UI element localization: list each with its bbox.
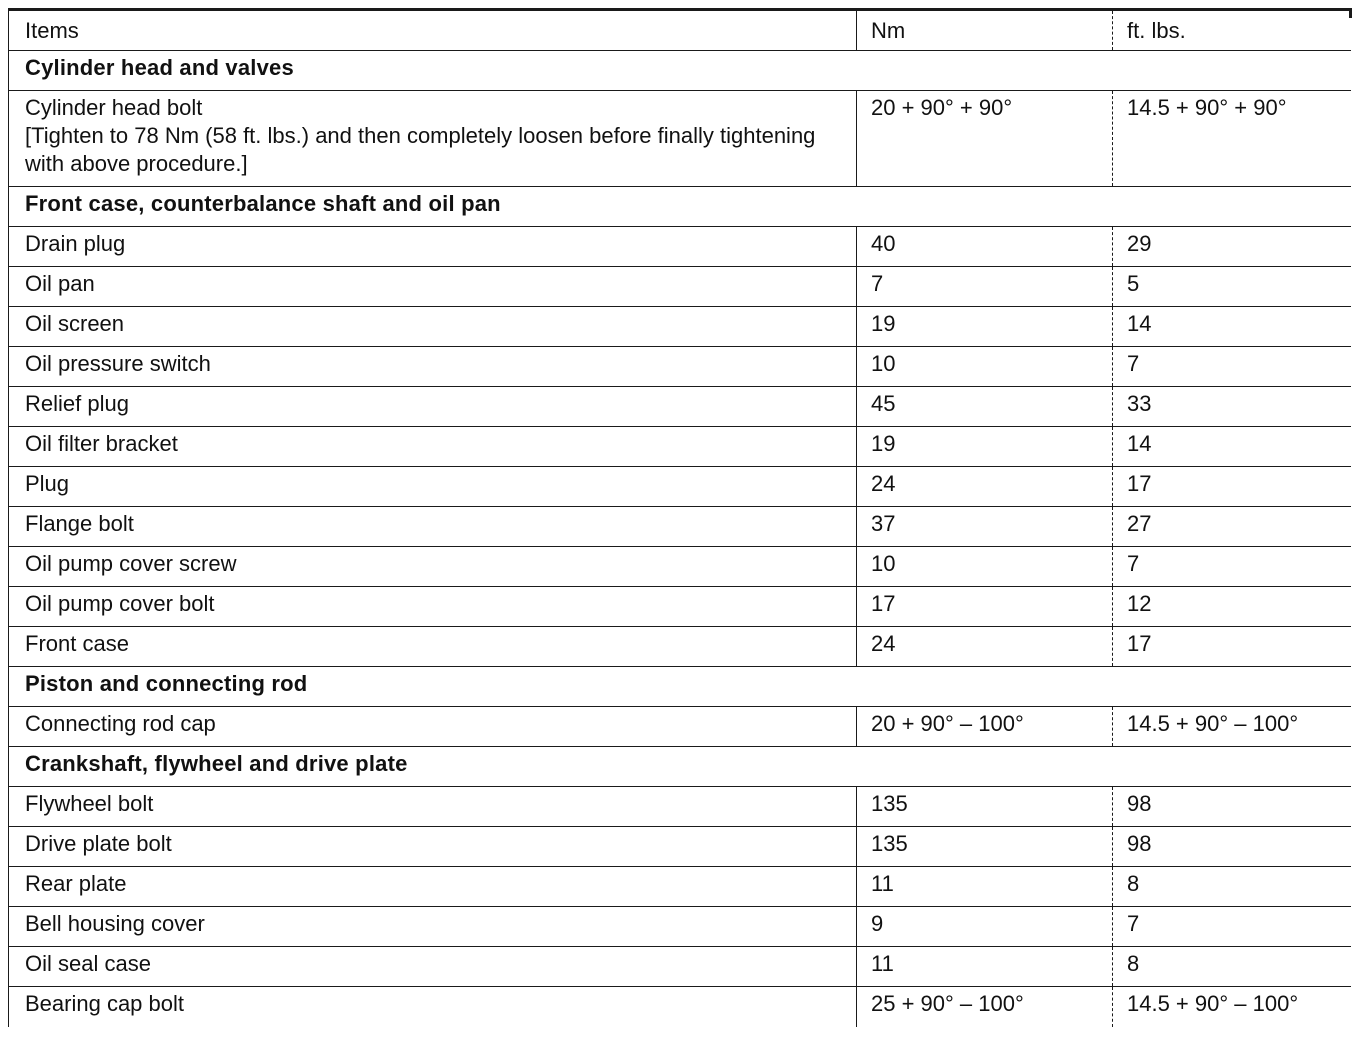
item-cell: Front case xyxy=(9,627,857,667)
section-row xyxy=(9,667,1351,707)
ftlbs-cell: 14 xyxy=(1113,427,1351,467)
section-title: Crankshaft, flywheel and drive plate xyxy=(9,747,1351,787)
item-cell: Oil seal case xyxy=(9,947,857,987)
torque-table xyxy=(8,10,1351,1027)
ftlbs-cell: 98 xyxy=(1113,827,1351,867)
nm-cell: 45 xyxy=(857,387,1113,427)
item-cell: Flywheel bolt xyxy=(9,787,857,827)
item-cell: Plug xyxy=(9,467,857,507)
nm-cell: 19 xyxy=(857,427,1113,467)
nm-cell: 10 xyxy=(857,347,1113,387)
item-cell: Oil pump cover screw xyxy=(9,547,857,587)
nm-cell: 135 xyxy=(857,827,1113,867)
nm-cell: 20 + 90° – 100° xyxy=(857,707,1113,747)
nm-cell: 20 + 90° + 90° xyxy=(857,91,1113,187)
item-cell: Connecting rod cap xyxy=(9,707,857,747)
item-cell: Drain plug xyxy=(9,227,857,267)
table-row xyxy=(9,347,1351,387)
ftlbs-cell: 14 xyxy=(1113,307,1351,347)
item-cell: Bearing cap bolt xyxy=(9,987,857,1027)
table-row xyxy=(9,227,1351,267)
table-body xyxy=(9,51,1351,1027)
item-note: [Tighten to 78 Nm (58 ft. lbs.) and then completely loosen before finally tightening with above procedure.] xyxy=(25,123,816,176)
nm-cell: 19 xyxy=(857,307,1113,347)
ftlbs-cell: 29 xyxy=(1113,227,1351,267)
table-row xyxy=(9,507,1351,547)
nm-cell: 17 xyxy=(857,587,1113,627)
item-cell: Flange bolt xyxy=(9,507,857,547)
header-ftlbs: ft. lbs. xyxy=(1113,11,1351,51)
table-row xyxy=(9,387,1351,427)
ftlbs-cell: 7 xyxy=(1113,907,1351,947)
section-title: Piston and connecting rod xyxy=(9,667,1351,707)
nm-cell: 24 xyxy=(857,467,1113,507)
table-header-row xyxy=(9,11,1351,51)
section-row xyxy=(9,51,1351,91)
ftlbs-cell: 27 xyxy=(1113,507,1351,547)
ftlbs-cell: 5 xyxy=(1113,267,1351,307)
ftlbs-cell: 8 xyxy=(1113,867,1351,907)
table-row xyxy=(9,947,1351,987)
ftlbs-cell: 33 xyxy=(1113,387,1351,427)
header-nm: Nm xyxy=(857,11,1113,51)
table-row xyxy=(9,267,1351,307)
ftlbs-cell: 17 xyxy=(1113,467,1351,507)
table-row xyxy=(9,427,1351,467)
nm-cell: 135 xyxy=(857,787,1113,827)
ftlbs-cell: 14.5 + 90° – 100° xyxy=(1113,987,1351,1027)
item-cell: Oil pan xyxy=(9,267,857,307)
nm-cell: 25 + 90° – 100° xyxy=(857,987,1113,1027)
table-row xyxy=(9,707,1351,747)
table-row xyxy=(9,547,1351,587)
ftlbs-cell: 14.5 + 90° + 90° xyxy=(1113,91,1351,187)
table-row xyxy=(9,867,1351,907)
item-cell: Oil pressure switch xyxy=(9,347,857,387)
ftlbs-cell: 12 xyxy=(1113,587,1351,627)
table-row xyxy=(9,827,1351,867)
item-name: Cylinder head bolt xyxy=(25,95,203,120)
table-row xyxy=(9,907,1351,947)
nm-cell: 10 xyxy=(857,547,1113,587)
table-row xyxy=(9,587,1351,627)
nm-cell: 11 xyxy=(857,867,1113,907)
nm-cell: 11 xyxy=(857,947,1113,987)
item-cell: Oil screen xyxy=(9,307,857,347)
table-row xyxy=(9,787,1351,827)
nm-cell: 7 xyxy=(857,267,1113,307)
nm-cell: 40 xyxy=(857,227,1113,267)
ftlbs-cell: 14.5 + 90° – 100° xyxy=(1113,707,1351,747)
table-row xyxy=(9,467,1351,507)
nm-cell: 37 xyxy=(857,507,1113,547)
table-row xyxy=(9,987,1351,1027)
ftlbs-cell: 98 xyxy=(1113,787,1351,827)
ftlbs-cell: 17 xyxy=(1113,627,1351,667)
item-cell: Bell housing cover xyxy=(9,907,857,947)
section-row xyxy=(9,187,1351,227)
section-title: Cylinder head and valves xyxy=(9,51,1351,91)
section-row xyxy=(9,747,1351,787)
item-cell: Oil filter bracket xyxy=(9,427,857,467)
item-cell xyxy=(9,91,857,187)
nm-cell: 24 xyxy=(857,627,1113,667)
item-cell: Relief plug xyxy=(9,387,857,427)
nm-cell: 9 xyxy=(857,907,1113,947)
item-cell: Rear plate xyxy=(9,867,857,907)
ftlbs-cell: 8 xyxy=(1113,947,1351,987)
item-cell: Drive plate bolt xyxy=(9,827,857,867)
ftlbs-cell: 7 xyxy=(1113,347,1351,387)
table-row xyxy=(9,307,1351,347)
section-title: Front case, counterbalance shaft and oil pan xyxy=(9,187,1351,227)
item-cell: Oil pump cover bolt xyxy=(9,587,857,627)
table-row xyxy=(9,627,1351,667)
ftlbs-cell: 7 xyxy=(1113,547,1351,587)
header-items: Items xyxy=(9,11,857,51)
table-row xyxy=(9,91,1351,187)
